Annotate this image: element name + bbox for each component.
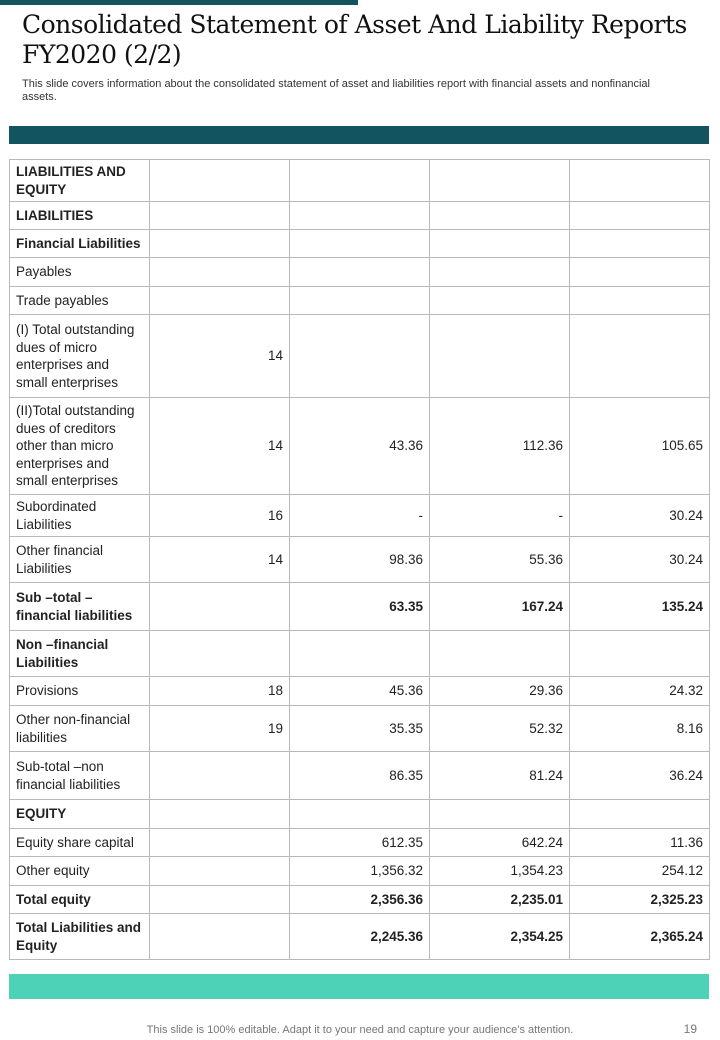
row-label: Other non-financial liabilities (10, 706, 150, 752)
value-cell-3: 105.65 (570, 398, 710, 495)
value-cell-1: 45.36 (290, 677, 430, 706)
note-cell (150, 160, 290, 202)
table-row (10, 495, 710, 537)
value-cell-1: 35.35 (290, 706, 430, 752)
value-cell-2 (430, 287, 570, 315)
value-cell-2: 112.36 (430, 398, 570, 495)
row-label: Sub-total –non financial liabilities (10, 752, 150, 800)
value-cell-2: 2,235.01 (430, 886, 570, 914)
value-cell-3: 135.24 (570, 583, 710, 631)
value-cell-1 (290, 800, 430, 829)
value-cell-3 (570, 202, 710, 230)
page-number: 19 (683, 1022, 697, 1036)
value-cell-2 (430, 258, 570, 287)
row-label: Sub –total –financial liabilities (10, 583, 150, 631)
table-row (10, 752, 710, 800)
top-accent-bar (0, 0, 358, 5)
table-row (10, 258, 710, 287)
note-cell: 18 (150, 677, 290, 706)
value-cell-2: 81.24 (430, 752, 570, 800)
value-cell-3: 30.24 (570, 495, 710, 537)
note-cell: 14 (150, 315, 290, 398)
value-cell-3: 11.36 (570, 829, 710, 857)
value-cell-3: 8.16 (570, 706, 710, 752)
value-cell-3 (570, 800, 710, 829)
table-row (10, 537, 710, 583)
note-cell (150, 202, 290, 230)
value-cell-1: 43.36 (290, 398, 430, 495)
note-cell (150, 800, 290, 829)
value-cell-1: 98.36 (290, 537, 430, 583)
value-cell-3: 254.12 (570, 857, 710, 886)
table-row (10, 230, 710, 258)
note-cell (150, 631, 290, 677)
value-cell-3: 36.24 (570, 752, 710, 800)
value-cell-1 (290, 160, 430, 202)
table-row (10, 631, 710, 677)
note-cell (150, 230, 290, 258)
table-row (10, 677, 710, 706)
value-cell-3: 24.32 (570, 677, 710, 706)
table-row (10, 287, 710, 315)
note-cell (150, 914, 290, 960)
table-row (10, 583, 710, 631)
liabilities-equity-table (9, 159, 710, 960)
footer-band (9, 974, 709, 999)
table-row (10, 315, 710, 398)
note-cell (150, 258, 290, 287)
table-row (10, 829, 710, 857)
page-title: Consolidated Statement of Asset And Liability Reports FY2020 (2/2) (22, 10, 687, 69)
row-label: (I) Total outstanding dues of micro enterprises and small enterprises (10, 315, 150, 398)
row-label: Payables (10, 258, 150, 287)
page-subtitle: This slide covers information about the consolidated statement of asset and liabilities report with financial assets and nonfinancial assets. (22, 78, 650, 103)
note-cell (150, 829, 290, 857)
note-cell (150, 886, 290, 914)
note-cell: 19 (150, 706, 290, 752)
note-cell: 14 (150, 398, 290, 495)
table-row (10, 857, 710, 886)
value-cell-2 (430, 631, 570, 677)
row-label: LIABILITIES (10, 202, 150, 230)
value-cell-2: 642.24 (430, 829, 570, 857)
value-cell-2 (430, 230, 570, 258)
value-cell-3: 30.24 (570, 537, 710, 583)
value-cell-1 (290, 258, 430, 287)
value-cell-2 (430, 202, 570, 230)
value-cell-3 (570, 287, 710, 315)
table-row (10, 706, 710, 752)
row-label: EQUITY (10, 800, 150, 829)
value-cell-2 (430, 800, 570, 829)
row-label: (II)Total outstanding dues of creditors other than micro enterprises and small enterprises (10, 398, 150, 495)
value-cell-1: 612.35 (290, 829, 430, 857)
value-cell-1: 1,356.32 (290, 857, 430, 886)
row-label: Provisions (10, 677, 150, 706)
value-cell-3 (570, 315, 710, 398)
value-cell-1: - (290, 495, 430, 537)
table-row (10, 914, 710, 960)
value-cell-1: 63.35 (290, 583, 430, 631)
table-row (10, 202, 710, 230)
note-cell: 14 (150, 537, 290, 583)
row-label: Other equity (10, 857, 150, 886)
note-cell (150, 857, 290, 886)
row-label: Subordinated Liabilities (10, 495, 150, 537)
value-cell-2: 167.24 (430, 583, 570, 631)
value-cell-2: 29.36 (430, 677, 570, 706)
value-cell-2: 52.32 (430, 706, 570, 752)
table-row (10, 800, 710, 829)
value-cell-3: 2,365.24 (570, 914, 710, 960)
table-row (10, 160, 710, 202)
value-cell-1 (290, 315, 430, 398)
header-band (9, 126, 709, 144)
row-label: Total Liabilities and Equity (10, 914, 150, 960)
value-cell-2: 2,354.25 (430, 914, 570, 960)
value-cell-1 (290, 631, 430, 677)
value-cell-3 (570, 631, 710, 677)
value-cell-1: 2,245.36 (290, 914, 430, 960)
row-label: Equity share capital (10, 829, 150, 857)
table-row (10, 398, 710, 495)
note-cell (150, 752, 290, 800)
row-label: Non –financial Liabilities (10, 631, 150, 677)
value-cell-2 (430, 160, 570, 202)
value-cell-3: 2,325.23 (570, 886, 710, 914)
value-cell-1: 2,356.36 (290, 886, 430, 914)
row-label: Trade payables (10, 287, 150, 315)
value-cell-1 (290, 202, 430, 230)
footer-text: This slide is 100% editable. Adapt it to your need and capture your audience’s attention. (146, 1024, 574, 1036)
value-cell-1: 86.35 (290, 752, 430, 800)
value-cell-2: - (430, 495, 570, 537)
note-cell (150, 583, 290, 631)
value-cell-3 (570, 258, 710, 287)
value-cell-2: 55.36 (430, 537, 570, 583)
value-cell-2: 1,354.23 (430, 857, 570, 886)
row-label: Other financial Liabilities (10, 537, 150, 583)
row-label: Financial Liabilities (10, 230, 150, 258)
row-label: Total equity (10, 886, 150, 914)
value-cell-1 (290, 287, 430, 315)
value-cell-2 (430, 315, 570, 398)
note-cell (150, 287, 290, 315)
row-label: LIABILITIES AND EQUITY (10, 160, 150, 202)
value-cell-3 (570, 230, 710, 258)
note-cell: 16 (150, 495, 290, 537)
value-cell-1 (290, 230, 430, 258)
table-row (10, 886, 710, 914)
value-cell-3 (570, 160, 710, 202)
